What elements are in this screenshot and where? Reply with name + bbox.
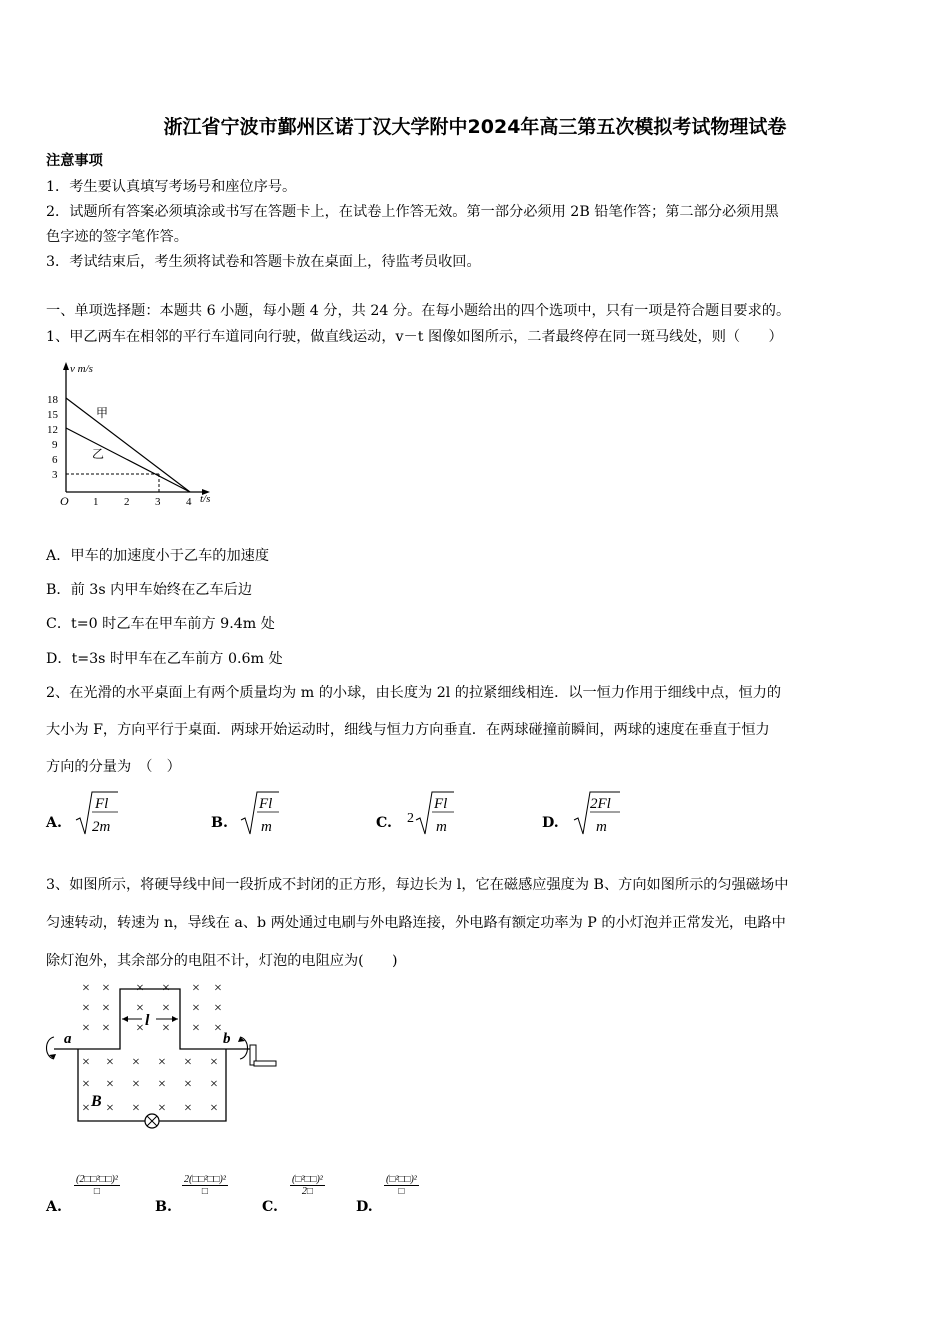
field-cross-icon: × [102, 1021, 110, 1036]
y-tick: 15 [47, 409, 58, 421]
radical-denominator: m [261, 819, 272, 835]
field-cross-icon: × [82, 981, 90, 996]
notice-heading: 注意事项 [46, 153, 103, 169]
field-cross-icon: × [82, 1055, 90, 1070]
radical-numerator: Fl [95, 796, 109, 812]
field-cross-icon: × [184, 1077, 192, 1092]
q2-option-c-formula[interactable] [404, 788, 460, 840]
field-cross-icon: × [158, 1077, 166, 1092]
question-2-line: 方向的分量为 （ ） [46, 759, 181, 775]
fraction-numerator: 2(□□²□□)² [184, 1174, 226, 1185]
fraction-denominator: 2□ [301, 1186, 313, 1197]
fraction-numerator: (2□□²□□)² [76, 1174, 118, 1185]
y-tick: 6 [52, 454, 58, 466]
field-cross-icon: × [106, 1077, 114, 1092]
field-cross-icon: × [132, 1055, 140, 1070]
origin-label: O [60, 494, 69, 508]
notice-item: 2．试题所有答案必须填涂或书写在答题卡上，在试卷上作答无效。第一部分必须用 2B 铅笔作答；第二部分必须用黑 [46, 204, 779, 220]
q3-option-d-label[interactable]: D. [356, 1199, 373, 1215]
question-1-stem: 1、甲乙两车在相邻的平行车道同向行驶，做直线运动，v－t 图像如图所示，二者最终停在同一斑马线处，则（ ） [46, 329, 783, 345]
vt-graph [44, 358, 234, 518]
y-axis-label: v m/s [70, 363, 93, 375]
radical-denominator: m [436, 819, 447, 835]
field-cross-icon: × [102, 981, 110, 996]
q3-option-b-label[interactable]: B. [155, 1199, 172, 1215]
q2-option-d-label[interactable]: D. [542, 815, 559, 831]
fraction-denominator: □ [398, 1186, 405, 1197]
field-cross-icon: × [158, 1055, 166, 1070]
x-axis-label: t/s [200, 493, 211, 505]
field-cross-icon: × [158, 1101, 166, 1116]
y-tick: 18 [47, 394, 58, 406]
notice-item: 3．考试结束后，考生须将试卷和答题卡放在桌面上，待监考员收回。 [46, 254, 481, 270]
field-cross-icon: × [82, 1021, 90, 1036]
field-cross-icon: × [184, 1101, 192, 1116]
q3-option-d-formula[interactable] [384, 1174, 419, 1197]
label-l: l [145, 1012, 150, 1029]
label-jia: 甲 [96, 406, 109, 420]
x-tick: 1 [93, 496, 99, 508]
field-cross-icon: × [210, 1077, 218, 1092]
label-b: b [223, 1031, 231, 1047]
field-cross-icon: × [192, 1021, 200, 1036]
q3-option-c-label[interactable]: C. [262, 1199, 278, 1215]
radical-coefficient: 2 [407, 811, 414, 826]
q3-option-a-formula[interactable] [74, 1174, 120, 1197]
q3-option-c-formula[interactable] [290, 1174, 325, 1197]
y-tick: 12 [47, 424, 58, 436]
field-cross-icon: × [82, 1001, 90, 1016]
field-cross-icon: × [162, 981, 170, 996]
y-tick: 3 [52, 469, 58, 481]
field-cross-icon: × [210, 1101, 218, 1116]
q2-option-b-formula[interactable] [237, 788, 287, 840]
field-cross-icon: × [214, 1001, 222, 1016]
q1-option-b[interactable]: B．前 3s 内甲车始终在乙车后边 [46, 582, 253, 598]
q1-option-a[interactable]: A．甲车的加速度小于乙车的加速度 [46, 548, 270, 564]
magnetic-field-figure [40, 975, 285, 1135]
fraction-numerator: (□²□□)² [292, 1174, 323, 1185]
x-tick: 3 [155, 496, 161, 508]
question-3-line: 3、如图所示，将硬导线中间一段折成不封闭的正方形，每边长为 l，它在磁感应强度为 B、方向如图所示的匀强磁场中 [46, 877, 789, 893]
field-cross-icon: × [184, 1055, 192, 1070]
x-tick: 4 [186, 496, 192, 508]
line-jia [66, 398, 190, 492]
field-cross-icon: × [192, 1001, 200, 1016]
field-cross-icon: × [214, 1021, 222, 1036]
fraction-denominator: □ [201, 1186, 208, 1197]
y-ticks [47, 394, 59, 481]
radical-denominator: 2m [92, 819, 111, 835]
field-cross-icon: × [136, 1021, 144, 1036]
radical-numerator: 2Fl [590, 796, 611, 812]
page-title: 浙江省宁波市鄞州区诺丁汉大学附中2024年高三第五次模拟考试物理试卷 [163, 116, 787, 138]
q1-option-d[interactable]: D．t=3s 时甲车在乙车前方 0.6m 处 [46, 651, 283, 667]
field-cross-icon: × [106, 1055, 114, 1070]
field-cross-icon: × [136, 1001, 144, 1016]
y-tick: 9 [52, 439, 58, 451]
q3-option-a-label[interactable]: A. [46, 1199, 62, 1215]
field-cross-icon: × [82, 1077, 90, 1092]
radical-denominator: m [596, 819, 607, 835]
question-2-line: 大小为 F，方向平行于桌面．两球开始运动时，细线与恒力方向垂直．在两球碰撞前瞬间，两球的速度在垂直于恒力 [46, 722, 770, 738]
radical-numerator: Fl [434, 796, 448, 812]
field-cross-icon: × [102, 1001, 110, 1016]
notice-item: 色字迹的签字笔作答。 [46, 229, 188, 245]
field-cross-icon: × [162, 1001, 170, 1016]
section-heading: 一、单项选择题：本题共 6 小题，每小题 4 分，共 24 分。在每小题给出的四个选项中，只有一项是符合题目要求的。 [46, 303, 791, 319]
question-2-line: 2、在光滑的水平桌面上有两个质量均为 m 的小球，由长度为 2l 的拉紧细线相连．以一恒力作用于细线中点，恒力的 [46, 685, 782, 701]
radical-numerator: Fl [259, 796, 273, 812]
fraction-denominator: □ [93, 1186, 100, 1197]
q2-option-c-label[interactable]: C. [376, 815, 392, 831]
line-yi [66, 428, 190, 492]
question-3-line: 除灯泡外，其余部分的电阻不计，灯泡的电阻应为( ) [46, 953, 398, 969]
y-axis-arrow [63, 362, 69, 370]
field-cross-icon: × [82, 1101, 90, 1116]
field-cross-icon: × [192, 981, 200, 996]
q2-option-a-formula[interactable] [72, 788, 132, 840]
field-cross-icon: × [106, 1101, 114, 1116]
external-circuit [78, 1049, 226, 1121]
field-cross-icon: × [136, 981, 144, 996]
x-ticks [93, 496, 192, 508]
field-cross-icon: × [162, 1021, 170, 1036]
question-3-line: 匀速转动，转速为 n，导线在 a、b 两处通过电刷与外电路连接，外电路有额定功率为 P 的小灯泡并正常发光，电路中 [46, 915, 786, 931]
field-cross-icon: × [132, 1077, 140, 1092]
q2-option-a-label[interactable]: A. [46, 815, 62, 831]
q3-option-b-formula[interactable] [182, 1174, 228, 1197]
label-B: B [91, 1093, 102, 1110]
label-yi: 乙 [92, 447, 105, 461]
label-a: a [64, 1031, 72, 1047]
q1-option-c[interactable]: C．t=0 时乙车在甲车前方 9.4m 处 [46, 616, 275, 632]
field-cross-icon: × [132, 1101, 140, 1116]
field-cross-icon: × [214, 981, 222, 996]
q2-option-d-formula[interactable] [570, 788, 630, 840]
fraction-numerator: (□²□□)² [386, 1174, 417, 1185]
field-cross-icon: × [210, 1055, 218, 1070]
x-tick: 2 [124, 496, 130, 508]
q2-option-b-label[interactable]: B. [211, 815, 228, 831]
notice-item: 1．考生要认真填写考场号和座位序号。 [46, 179, 297, 195]
